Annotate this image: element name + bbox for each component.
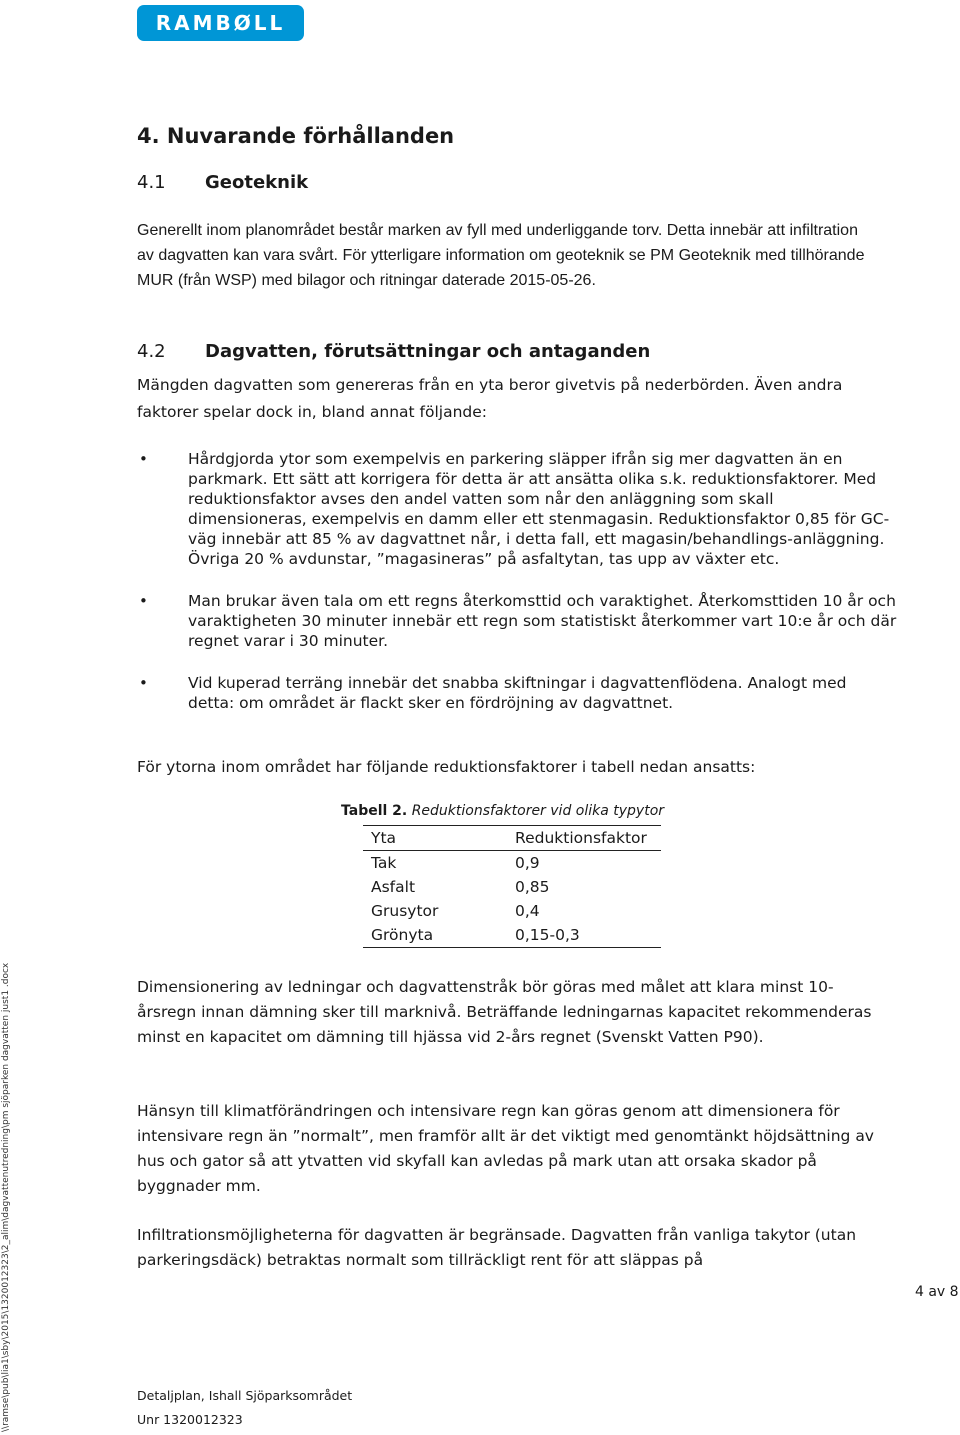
table-row — [363, 923, 661, 948]
table-cell: Tak — [371, 854, 397, 872]
paragraph-klimat: Hänsyn till klimatförändringen och intensivare regn kan göras genom att dimensionera för intensivare regn än ”normalt”, men framför allt är det viktigt med genomtänkt höjdsättning av hus och gator så att ytvatten vid skyfall kan avledas på mark utan att orsaka skador på byggnader mm. — [137, 1102, 874, 1195]
table-cell: Grusytor — [371, 902, 439, 920]
paragraph-geoteknik: Generellt inom planområdet består marken av fyll med underliggande torv. Detta innebär att infiltration av dagvatten kan vara svårt. För ytterligare information om geoteknik se PM Geoteknik med tillhörande MUR (från WSP) med bilagor och ritningar daterade 2015-05-26. — [137, 222, 865, 289]
table-cell: Asfalt — [371, 878, 416, 896]
section-number: 4.1 — [137, 172, 166, 193]
paragraph-infiltration: Infiltrationsmöjligheterna för dagvatten är begränsade. Dagvatten från vanliga takytor (utan parkeringsdäck) betraktas normalt som tillräckligt rent för att släppas på — [137, 1226, 857, 1269]
section-title: Geoteknik — [205, 172, 309, 193]
section-title: Dagvatten, förutsättningar och antaganden — [205, 341, 651, 362]
list-item — [137, 449, 897, 569]
table-cell: 0,85 — [515, 878, 550, 896]
list-item-text: Man brukar även tala om ett regns återkomsttid och varaktighet. Återkomsttiden 10 år och varaktigheten 30 minuter innebär ett regn som statistiskt återkommer vart 10:e år och där regnet varar i 30 minuter. — [188, 592, 897, 650]
table-caption — [341, 803, 664, 819]
list-item-text: Hårdgjorda ytor som exempelvis en parkering släpper ifrån sig mer dagvatten än en parkmark. Ett sätt att korrigera för detta är att ansätta olika s.k. reduktionsfaktorer. Med reduktionsfaktor avses den andel vatten som når den anläggning som skall dimensioneras, exempelvis en damm eller ett stenmagasin. Reduktionsfaktor 0,85 för GC-väg innebär att 85 % av dagvattnet når, i detta fall, ett magasin/behandlings-anläggning. Övriga 20 % avdunstar, ”magasineras” på asfaltytan, tas upp av växter etc. — [188, 450, 890, 568]
table-row — [363, 851, 661, 876]
bullet-icon: • — [139, 450, 148, 468]
list-item-text: Vid kuperad terräng innebär det snabba skiftningar i dagvattenflödena. Analogt med detta: om området är flackt sker en fördröjning av dagvattnet. — [188, 674, 847, 712]
reduction-factor-table — [363, 825, 661, 948]
bullet-icon: • — [139, 674, 148, 692]
paragraph-table-intro: För ytorna inom området har följande reduktionsfaktorer i tabell nedan ansatts: — [137, 758, 756, 776]
table-cell: 0,4 — [515, 902, 540, 920]
ramboll-logo: RAMBØLL — [137, 5, 304, 41]
list-item — [137, 673, 897, 713]
paragraph-dimensionering: Dimensionering av ledningar och dagvattenstråk bör göras med målet att klara minst 10-årsregn innan dämning sker till marknivå. Beträffande ledningarnas kapacitet rekommenderas minst en kapacitet om dämning till hjässa vid 2-års regnet (Svenskt Vatten P90). — [137, 978, 872, 1046]
table-cell: 0,15-0,3 — [507, 923, 661, 948]
paragraph-intro: Mängden dagvatten som genereras från en yta beror givetvis på nederbörden. Även andra faktorer spelar dock in, bland annat följande: — [137, 376, 843, 421]
page-heading: 4. Nuvarande förhållanden — [137, 124, 455, 148]
page-number: 4 av 8 — [915, 1284, 959, 1300]
section-number: 4.2 — [137, 341, 166, 362]
footer-project-number: Unr 1320012323 — [137, 1412, 243, 1427]
table-cell: Grönyta — [363, 923, 507, 948]
footer-project-title: Detaljplan, Ishall Sjöparksområdet — [137, 1388, 353, 1403]
table-header-row — [363, 826, 661, 851]
table-row — [363, 899, 661, 923]
table-caption-label: Tabell 2. — [341, 803, 408, 819]
section-4-2-heading — [137, 341, 650, 362]
bullet-list — [137, 449, 897, 713]
table-caption-text: Reduktionsfaktorer vid olika typytor — [411, 803, 665, 819]
list-item — [137, 591, 897, 651]
bullet-icon: • — [139, 592, 148, 610]
column-header-reduktionsfaktor: Reduktionsfaktor — [507, 826, 661, 851]
document-path: \\ramse\pub\lia1\sby\2015\1320012323\2_alim\dagvattenutredning\pm sjöparken dagvatten just1 .docx — [1, 962, 11, 1432]
table-cell: 0,9 — [515, 854, 540, 872]
column-header-yta: Yta — [363, 826, 507, 851]
table-row — [363, 875, 661, 899]
section-4-1-heading — [137, 172, 308, 193]
